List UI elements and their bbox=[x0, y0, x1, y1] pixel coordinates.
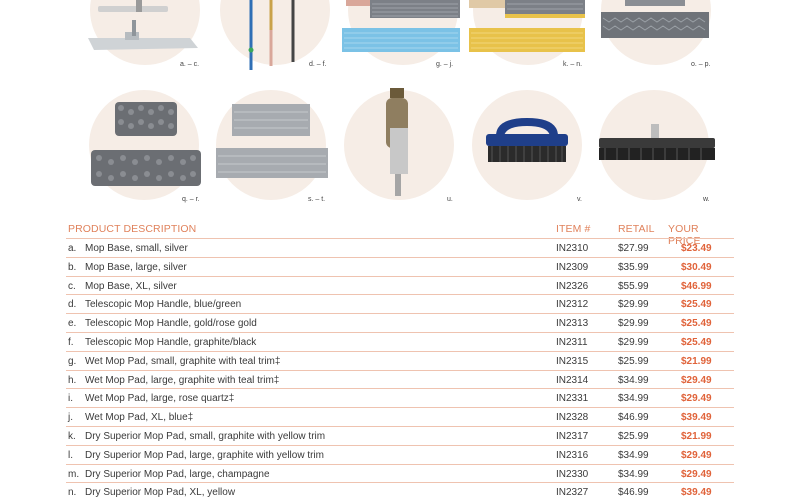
table-row bbox=[66, 332, 734, 351]
product-cell bbox=[595, 88, 720, 208]
row-retail: $34.99 bbox=[618, 449, 649, 461]
row-retail: $25.99 bbox=[618, 430, 649, 442]
row-letter: a. bbox=[68, 243, 77, 254]
header-item-number: ITEM # bbox=[556, 223, 591, 235]
row-your-price: $39.49 bbox=[681, 412, 712, 424]
product-cell bbox=[80, 0, 210, 75]
row-item-number: IN2331 bbox=[556, 393, 589, 405]
row-retail: $34.99 bbox=[618, 374, 649, 386]
row-your-price: $25.49 bbox=[681, 299, 712, 311]
mop-base-image bbox=[80, 0, 210, 60]
row-item-number: IN2312 bbox=[556, 299, 589, 311]
row-letter: n. bbox=[68, 487, 77, 499]
product-caption: g. – j. bbox=[436, 61, 454, 68]
wet-mop-pad-image bbox=[340, 0, 465, 60]
row-item-number: IN2315 bbox=[556, 355, 589, 367]
row-letter: d. bbox=[68, 299, 77, 311]
row-your-price: $39.49 bbox=[681, 487, 712, 499]
product-cell bbox=[340, 0, 465, 75]
table-row bbox=[66, 482, 734, 500]
row-your-price: $29.49 bbox=[681, 468, 712, 480]
row-description: Wet Mop Pad, large, graphite with teal trim‡ bbox=[85, 374, 280, 386]
row-letter: h. bbox=[68, 374, 77, 386]
row-item-number: IN2309 bbox=[556, 261, 589, 273]
row-description: Telescopic Mop Handle, blue/green bbox=[85, 299, 242, 311]
row-description: Mop Base, small, silver bbox=[85, 243, 188, 254]
row-letter: l. bbox=[68, 449, 73, 461]
row-your-price: $25.49 bbox=[681, 318, 712, 330]
chenille-mop-pad-image bbox=[85, 98, 210, 190]
table-row bbox=[66, 313, 734, 332]
product-caption: d. – f. bbox=[309, 61, 327, 68]
row-description: Wet Mop Pad, XL, blue‡ bbox=[85, 412, 194, 424]
row-description: Dry Superior Mop Pad, large, graphite with yellow trim bbox=[85, 449, 324, 461]
row-description: Mop Base, XL, silver bbox=[85, 280, 177, 292]
dry-mop-pad-image bbox=[465, 0, 590, 60]
row-letter: f. bbox=[68, 336, 74, 348]
table-row bbox=[66, 388, 734, 407]
mop-pad-image bbox=[595, 0, 720, 60]
row-description: Dry Superior Mop Pad, XL, yellow bbox=[85, 487, 236, 499]
row-retail: $46.99 bbox=[618, 412, 649, 424]
row-description: Wet Mop Pad, large, rose quartz‡ bbox=[85, 393, 235, 405]
row-item-number: IN2314 bbox=[556, 374, 589, 386]
product-caption: q. – r. bbox=[182, 196, 200, 203]
product-caption: w. bbox=[703, 196, 710, 203]
row-letter: c. bbox=[68, 280, 76, 292]
product-caption: a. – c. bbox=[180, 61, 200, 68]
row-retail: $34.99 bbox=[618, 468, 649, 480]
row-description: Telescopic Mop Handle, graphite/black bbox=[85, 336, 257, 348]
row-letter: k. bbox=[68, 430, 76, 442]
row-your-price: $29.49 bbox=[681, 374, 712, 386]
product-caption: o. – p. bbox=[691, 61, 711, 68]
product-cell bbox=[215, 0, 335, 75]
table-row bbox=[66, 238, 734, 257]
rubber-broom-image bbox=[595, 124, 720, 164]
row-retail: $35.99 bbox=[618, 261, 649, 273]
row-letter: g. bbox=[68, 355, 77, 367]
row-letter: j. bbox=[68, 412, 73, 424]
product-caption: v. bbox=[577, 196, 582, 203]
row-description: Mop Base, large, silver bbox=[85, 261, 187, 273]
product-caption: u. bbox=[447, 196, 453, 203]
row-your-price: $21.99 bbox=[681, 355, 712, 367]
price-table bbox=[66, 221, 734, 500]
row-item-number: IN2313 bbox=[556, 318, 589, 330]
row-your-price: $29.49 bbox=[681, 393, 712, 405]
table-header bbox=[66, 221, 734, 247]
row-letter: b. bbox=[68, 261, 77, 273]
row-your-price: $29.49 bbox=[681, 449, 712, 461]
row-retail: $25.99 bbox=[618, 355, 649, 367]
row-item-number: IN2317 bbox=[556, 430, 589, 442]
row-letter: m. bbox=[68, 468, 80, 480]
row-description: Wet Mop Pad, small, graphite with teal trim‡ bbox=[85, 355, 281, 367]
row-your-price: $46.99 bbox=[681, 280, 712, 292]
product-cell bbox=[465, 0, 590, 75]
mop-pad-image bbox=[212, 102, 337, 182]
row-item-number: IN2311 bbox=[556, 336, 588, 348]
row-item-number: IN2328 bbox=[556, 412, 589, 424]
row-item-number: IN2330 bbox=[556, 468, 589, 480]
row-description: Dry Superior Mop Pad, small, graphite with yellow trim bbox=[85, 430, 326, 442]
row-retail: $27.99 bbox=[618, 243, 649, 254]
row-retail: $29.99 bbox=[618, 299, 649, 311]
table-row bbox=[66, 407, 734, 426]
row-your-price: $30.49 bbox=[681, 261, 712, 273]
product-cell bbox=[212, 88, 337, 208]
header-your-price: YOUR PRICE bbox=[668, 223, 701, 247]
row-retail: $29.99 bbox=[618, 336, 649, 348]
product-cell bbox=[85, 88, 210, 208]
table-row bbox=[66, 276, 734, 295]
row-letter: e. bbox=[68, 318, 77, 330]
table-row bbox=[66, 257, 734, 276]
row-item-number: IN2327 bbox=[556, 487, 589, 499]
table-row bbox=[66, 370, 734, 389]
table-row bbox=[66, 294, 734, 313]
row-your-price: $23.49 bbox=[681, 243, 712, 254]
product-caption: k. – n. bbox=[563, 61, 583, 68]
row-retail: $46.99 bbox=[618, 487, 649, 499]
row-retail: $29.99 bbox=[618, 318, 649, 330]
row-retail: $34.99 bbox=[618, 393, 649, 405]
table-row bbox=[66, 351, 734, 370]
header-retail: RETAIL bbox=[618, 223, 655, 235]
row-your-price: $25.49 bbox=[681, 336, 712, 348]
table-row bbox=[66, 445, 734, 464]
row-your-price: $21.99 bbox=[681, 430, 712, 442]
row-item-number: IN2316 bbox=[556, 449, 589, 461]
table-row bbox=[66, 426, 734, 445]
product-caption: s. – t. bbox=[308, 196, 326, 203]
rubber-brush-image bbox=[482, 116, 572, 166]
header-description: PRODUCT DESCRIPTION bbox=[68, 223, 197, 235]
product-cell bbox=[468, 88, 593, 208]
row-description: Dry Superior Mop Pad, large, champagne bbox=[85, 468, 270, 480]
product-cell bbox=[595, 0, 720, 75]
row-retail: $55.99 bbox=[618, 280, 649, 292]
product-cell bbox=[340, 88, 465, 208]
table-row bbox=[66, 464, 734, 483]
row-letter: i. bbox=[68, 393, 73, 405]
row-item-number: IN2326 bbox=[556, 280, 589, 292]
spray-bottle-image bbox=[378, 88, 418, 200]
row-item-number: IN2310 bbox=[556, 243, 589, 254]
row-description: Telescopic Mop Handle, gold/rose gold bbox=[85, 318, 257, 330]
